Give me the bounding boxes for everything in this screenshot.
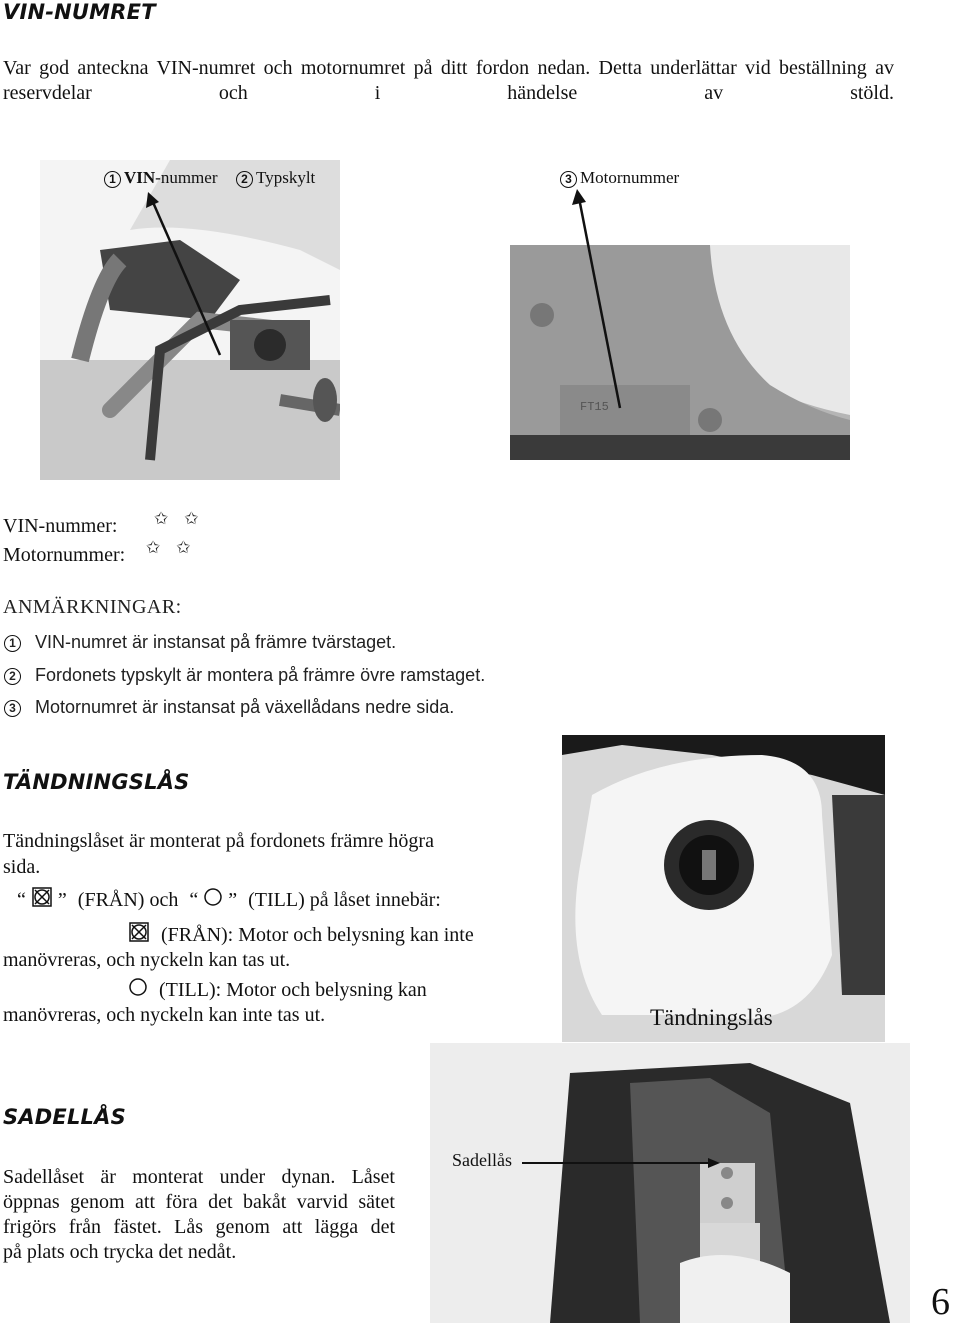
ignition-photo <box>562 735 885 1042</box>
circled-number-2: 2 <box>236 171 253 188</box>
quote-open: “ <box>189 889 199 911</box>
star-icon: ✩ <box>184 509 199 528</box>
note-text: Fordonets typskylt är montera på främre övre ramstaget. <box>35 665 486 685</box>
quote-open: “ <box>17 889 26 911</box>
circled-number-1: 1 <box>104 171 121 188</box>
saddle-line: på plats och trycka det nedåt. <box>3 1241 237 1263</box>
vin-number-label: VIN-nummer: <box>3 515 118 537</box>
off-symbol-icon <box>128 922 150 942</box>
on-symbol-icon <box>203 887 223 907</box>
ignition-photo-caption: Tändningslås <box>650 1005 773 1030</box>
vin-stars <box>154 510 199 529</box>
saddle-line: öppnas genom att föra det bakåt varvid sätet <box>3 1191 395 1213</box>
on-lock-text: (TILL) på låset innebär: <box>248 889 441 911</box>
label-motornummer <box>560 168 679 188</box>
note-item-3 <box>4 692 454 722</box>
arrow-motor <box>565 188 635 413</box>
section-title-saddle: SADELLÅS <box>3 1105 126 1129</box>
circled-number-3: 3 <box>4 700 21 717</box>
label-typskylt <box>236 168 315 188</box>
off-description-b: manövreras, och nyckeln kan tas ut. <box>3 949 291 971</box>
note-text: Motornumret är instansat på växellådans nedre sida. <box>35 697 455 717</box>
circled-number-3: 3 <box>560 171 577 188</box>
notes-heading: ANMÄRKNINGAR: <box>3 596 182 618</box>
vin-intro-line1 <box>3 56 894 106</box>
section-title-vin: VIN-NUMRET <box>3 0 156 24</box>
quote-close: ” <box>57 889 67 911</box>
page-number: 6 <box>931 1281 950 1323</box>
label-typskylt-text: Typskylt <box>256 168 316 187</box>
star-icon: ✩ <box>154 509 169 528</box>
label-vin-suffix: -nummer <box>155 168 218 187</box>
note-text: VIN-numret är instansat på främre tvärstaget. <box>35 632 397 652</box>
on-description-b: manövreras, och nyckeln kan inte tas ut. <box>3 1004 326 1026</box>
off-description-a: (FRÅN): Motor och belysning kan inte <box>161 924 474 946</box>
on-description-row <box>128 977 427 1003</box>
off-symbol-icon <box>31 887 53 907</box>
on-symbol-icon <box>128 977 148 997</box>
star-icon: ✩ <box>176 538 191 557</box>
label-vin-bold: VIN <box>124 168 156 187</box>
circled-number-1: 1 <box>4 635 21 652</box>
saddle-photo-illustration <box>430 1043 910 1323</box>
motor-number-label: Motornummer: <box>3 544 126 566</box>
off-description-row <box>128 922 474 948</box>
engine-photo <box>510 245 850 460</box>
vin-intro-text: Var god anteckna VIN-numret och motornumret på ditt fordon nedan. Detta underlättar vid beställning av reservdelar och i händelse av stöld. <box>3 57 894 104</box>
ignition-line2: sida. <box>3 856 41 878</box>
label-vin-nummer <box>104 168 218 188</box>
circled-number-2: 2 <box>4 668 21 685</box>
off-och-text: (FRÅN) och <box>77 889 179 911</box>
on-description-a: (TILL): Motor och belysning kan <box>159 979 427 1001</box>
engine-photo-illustration <box>510 245 850 460</box>
label-motornummer-text: Motornummer <box>580 168 680 187</box>
ignition-line1: Tändningslåset är monterat på fordonets främre högra <box>3 830 434 852</box>
saddle-line: Sadellåset är monterat under dynan. Låset <box>3 1166 395 1188</box>
motor-stars <box>146 539 191 558</box>
ignition-legend-line <box>17 887 441 913</box>
saddle-paragraph <box>3 1165 395 1265</box>
note-item-2 <box>4 660 485 690</box>
ignition-photo-illustration <box>562 735 885 1042</box>
star-icon: ✩ <box>146 538 161 557</box>
note-item-1 <box>4 627 396 657</box>
svg-text:FT15: FT15 <box>580 400 609 414</box>
section-title-ignition: TÄNDNINGSLÅS <box>3 770 190 794</box>
saddle-photo <box>430 1043 910 1323</box>
arrow-vin <box>140 190 230 360</box>
saddle-line: frigörs från fästet. Lås genom att lägga det <box>3 1216 395 1238</box>
saddle-arrow <box>522 1155 722 1169</box>
saddle-photo-caption: Sadellås <box>452 1150 512 1170</box>
quote-close: ” <box>228 889 238 911</box>
